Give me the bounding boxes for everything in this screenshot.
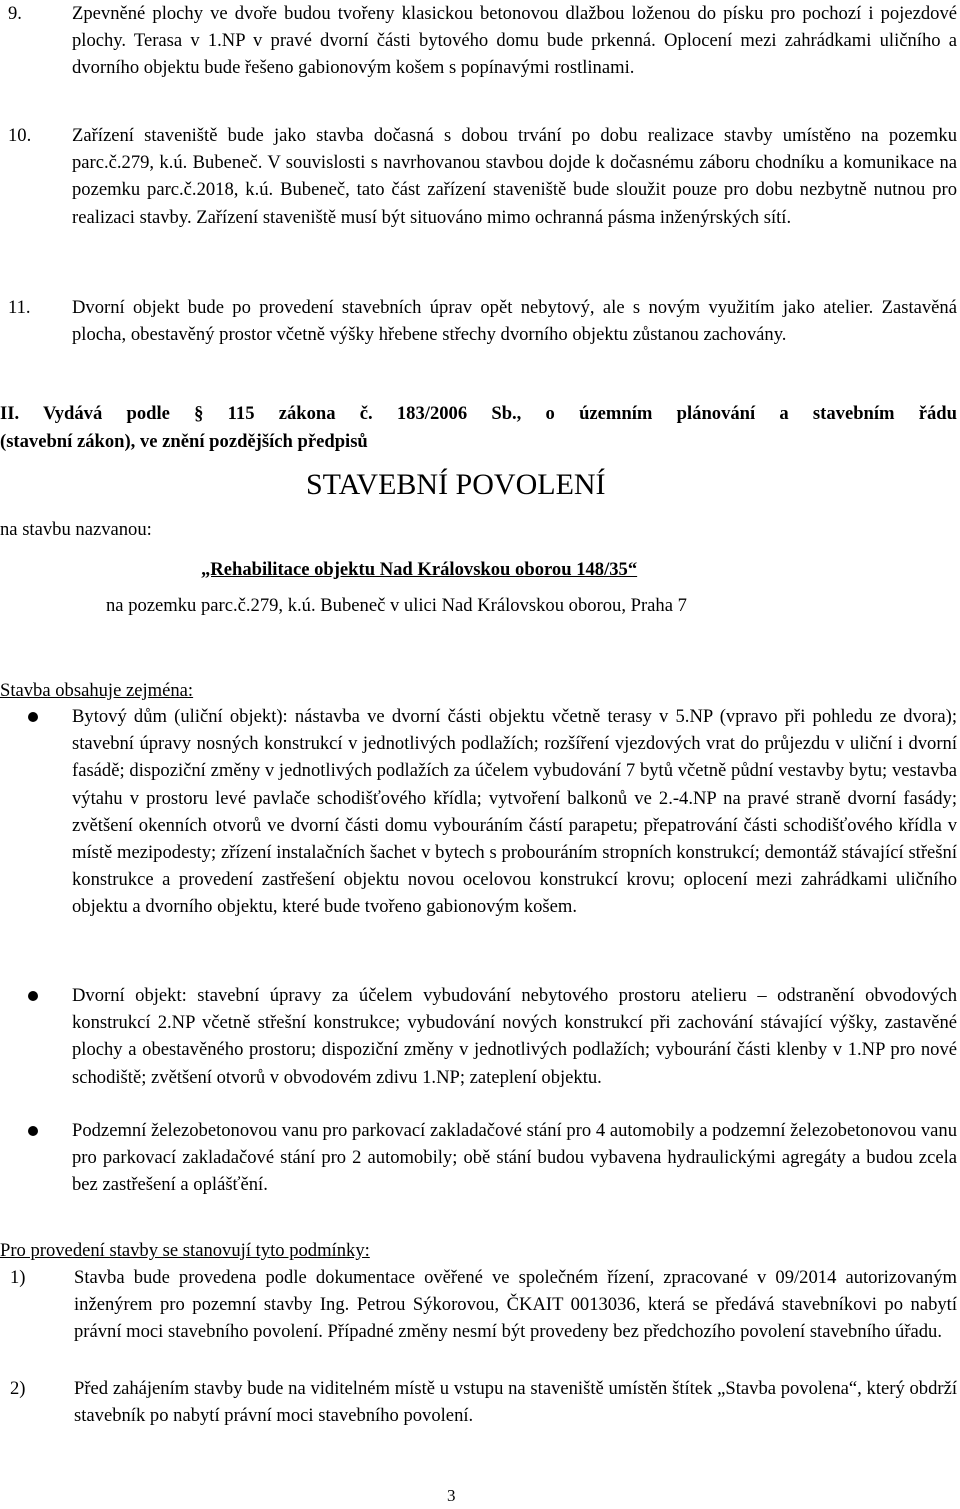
building-name: „Rehabilitace objektu Nad Královskou oborou 148/35“ [201,559,638,580]
condition-text: Před zahájením stavby bude na viditelném místě u vstupu na staveniště umístěn štítek „Stavba povolena“, který obdrží stavebník po nabytí právní moci stavebního povolení. [74,1378,957,1427]
bullet-text: Bytový dům (uliční objekt): nástavba ve dvorní části objektu včetně terasy v 5.NP (vpravo při pohledu ze dvora); stavební úpravy nosných konstrukcí v jednotlivých podlažích; rozšíření vjezdových vrat do průjezdu v uliční i dvorní fasádě; dispoziční změny v jednotlivých podlažích za účelem vybudování 7 bytů včetně půdní vestavby bytu; vestavba výtahu v prostoru levé pavlače schodišťového křídla; vytvoření balkonů ve 2.-4.NP na pravé straně dvorní fasády; zvětšení okenních otvorů ve dvorní části domu vybouráním částí parapetu; přepatrování části schodišťového křídla v místě mezipodesty; zřízení instalačních šachet v bytech s probouráním stropních konstrukcí; demontáž stávající střešní konstrukce a provedení zastřešení objektu novou ocelovou konstrukcí krovu; oplocení mezi zahrádkami uličního objektu a dvorního objektu, které bude tvořeno gabionovým košem. [72,706,957,918]
item-number: 10. [8,125,32,146]
item-text: Dvorní objekt bude po provedení stavebních úprav opět nebytový, ale s novým využitím jako atelier. Zastavěná plocha, obestavěný prostor včetně výšky hřebene střechy dvorního objektu zůstanou zachovány. [72,297,957,346]
item-text: Zařízení staveniště bude jako stavba dočasná s dobou trvání po dobu realizace stavby umístěno na pozemku parc.č.279, k.ú. Bubeneč. V souvislosti s navrhovanou stavbou dojde k dočasnému záboru chodníku a komunikace na pozemku parc.č.2018, k.ú. Bubeneč, tato část zařízení staveniště bude sloužit pouze pro dobu nezbytně nutnou pro realizaci stavby. Zařízení staveniště musí být situováno mimo ochranná pásma inženýrských sítí. [72,125,957,228]
section-heading-line2: (stavební zákon), ve znění pozdějších předpisů [0,431,368,452]
section-heading-line1: II. Vydává podle § 115 zákona č. 183/2006 Sb., o územním plánování a stavebním řádu [0,403,957,424]
building-label: na stavbu nazvanou: [0,519,152,540]
page-number: 3 [447,1486,456,1505]
building-location: na pozemku parc.č.279, k.ú. Bubeneč v ulici Nad Královskou oborou, Praha 7 [106,595,687,616]
bullet-icon [28,1126,38,1136]
condition-item [0,1375,957,1429]
list-item [0,982,957,1091]
list-item [0,1117,957,1199]
condition-item [0,1264,957,1346]
bullet-icon [28,991,38,1001]
item-number: 9. [8,3,22,24]
bullet-text: Podzemní železobetonovou vanu pro parkovací zakladačové stání pro 4 automobily a podzemní železobetonovou vanu pro parkovací zakladačové stání pro 2 automobily; obě stání budou vybavena hydraulickými agregáty a budou zcela bez zastřešení a oplášťění. [72,1120,957,1196]
condition-text: Stavba bude provedena podle dokumentace ověřené ve společném řízení, zpracované v 09/2014 autorizovaným inženýrem pro pozemní stavby Ing. Petrou Sýkorovou, ČKAIT 0013036, která se předává stavebníkovi po nabytí právní moci stavebního povolení. Případné změny nesmí být provedeny bez předchozího povolení stavebního úřadu. [74,1267,957,1343]
bullet-text: Dvorní objekt: stavební úpravy za účelem vybudování nebytového prostoru atelieru – odstranění obvodových konstrukcí 2.NP včetně střešní konstrukce; vybudování nových konstrukcí při zachování stávající výšky, zastavěné plochy a obestavěného prostoru; dispoziční změny v jednotlivých podlažích; vybourání části klenby v 1.NP pro nové schodiště; zvětšení otvorů v obvodovém zdivu 1.NP; zateplení objektu. [72,985,957,1088]
condition-number: 2) [10,1378,26,1399]
list-item [0,703,957,921]
item-text: Zpevněné plochy ve dvoře budou tvořeny klasickou betonovou dlažbou loženou do písku pro pochozí i pojezdové plochy. Terasa v 1.NP v pravé dvorní části bytového domu bude prkenná. Oplocení mezi zahrádkami uličního a dvorního objektu bude řešeno gabionovým košem s popínavými rostlinami. [72,3,957,79]
condition-number: 1) [10,1267,26,1288]
contents-heading: Stavba obsahuje zejména: [0,680,194,701]
permit-title: STAVEBNÍ POVOLENÍ [306,468,606,501]
list-item [0,122,957,231]
list-item [0,294,957,348]
conditions-heading: Pro provedení stavby se stanovují tyto podmínky: [0,1240,370,1261]
list-item [0,0,957,82]
item-number: 11. [8,297,31,318]
bullet-icon [28,712,38,722]
